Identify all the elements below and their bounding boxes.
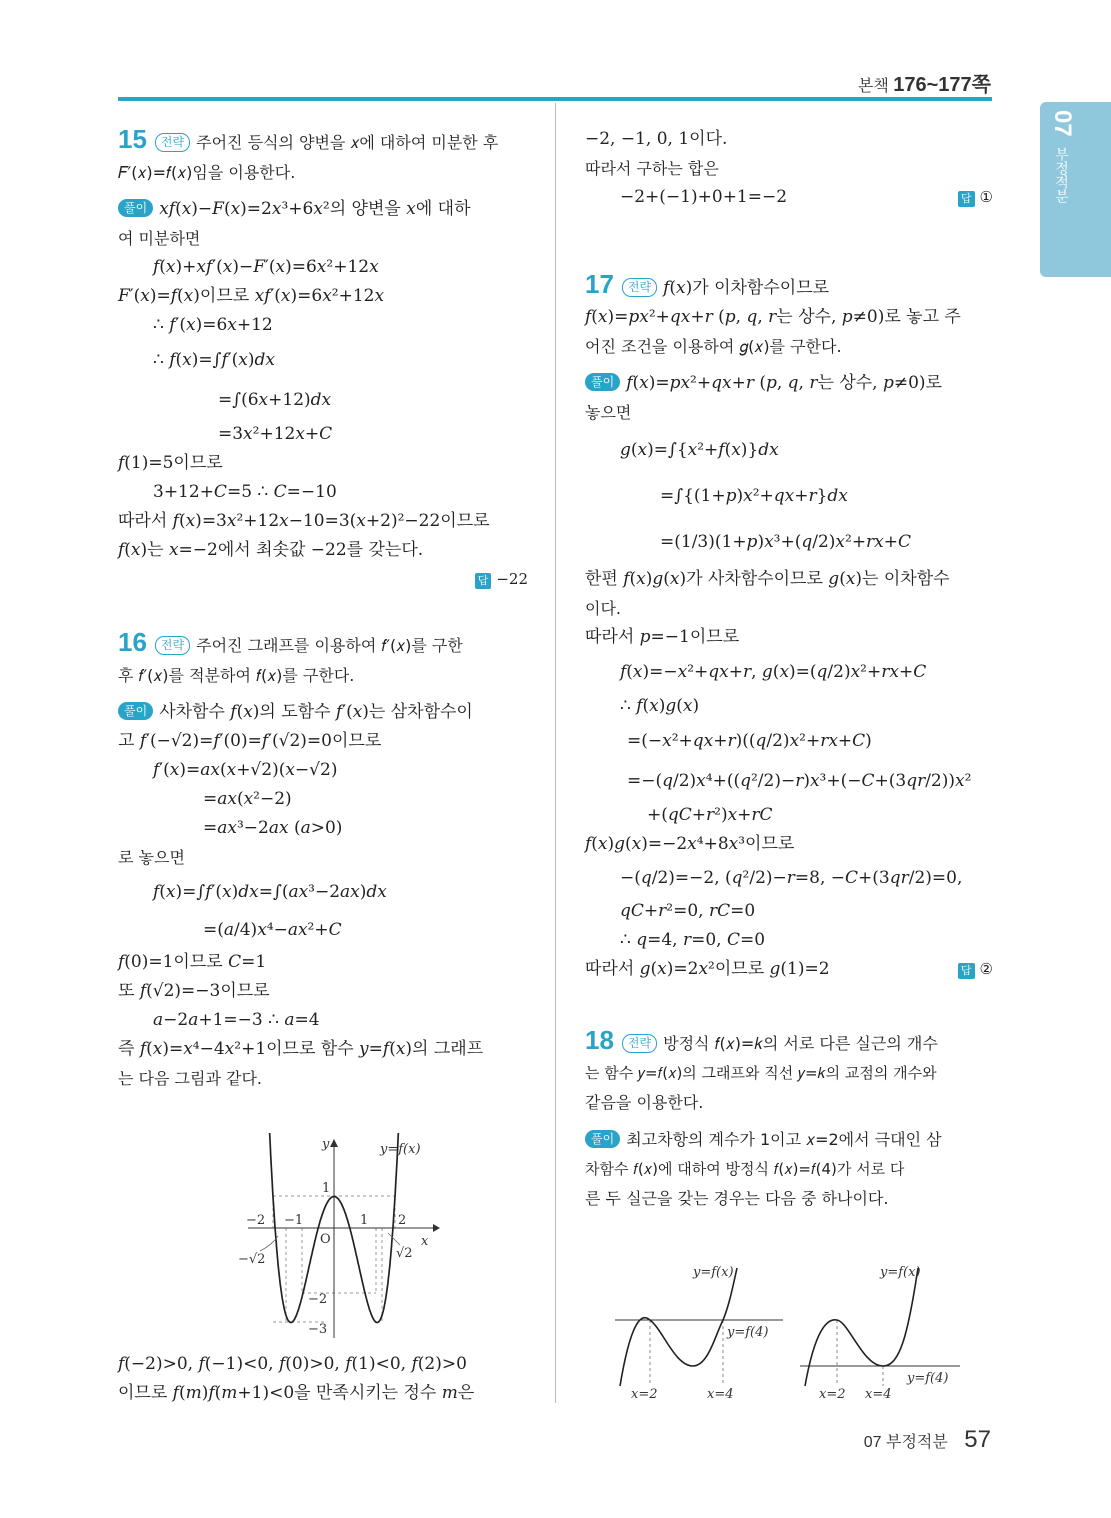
equation-line: ∴ 𝑞=4, 𝑟=0, 𝐶=0 xyxy=(620,930,766,950)
x2-label: x=2 xyxy=(819,1387,846,1402)
line-label: y=f(4) xyxy=(907,1371,949,1386)
y-tick-neg2: −2 xyxy=(308,1292,328,1307)
y-tick-1: 1 xyxy=(322,1181,331,1196)
equation-line: 3+12+𝐶=5 ∴ 𝐶=−10 xyxy=(153,482,337,502)
solution-line: 른 두 실근을 갖는 경우는 다음 중 하나이다. xyxy=(585,1189,889,1208)
page-header xyxy=(858,68,991,97)
y-axis-arrow xyxy=(330,1139,338,1147)
solution-line: −2, −1, 0, 1이다. xyxy=(585,129,728,149)
equation-line: =𝑎𝑥³−2𝑎𝑥 (𝑎>0) xyxy=(203,818,343,838)
solution-line: 따라서 구하는 합은 xyxy=(585,159,719,178)
column-divider xyxy=(555,103,556,1403)
x-tick-neg2: −2 xyxy=(246,1213,266,1228)
solution-badge: 풀이 xyxy=(118,702,153,720)
solution-line: 차함수 𝑓(𝑥)에 대하여 방정식 𝑓(𝑥)=𝑓(4)가 서로 다 xyxy=(585,1160,905,1178)
solution-line: 한편 𝑓(𝑥)𝑔(𝑥)가 사차함수이므로 𝑔(𝑥)는 이차함수 xyxy=(585,569,950,589)
equation-line: 𝑓(𝑥)+𝑥𝑓′(𝑥)−𝐹′(𝑥)=6𝑥²+12𝑥 xyxy=(153,257,379,277)
equation-line: =(1/3)(1+𝑝)𝑥³+(𝑞/2)𝑥²+𝑟𝑥+𝐶 xyxy=(660,532,912,552)
problem-17 xyxy=(585,270,993,984)
strategy-badge: 전략 xyxy=(155,636,190,655)
answer-value: ② xyxy=(979,960,993,978)
left-column xyxy=(118,125,528,1093)
problem-18 xyxy=(585,1026,993,1213)
solution-line: 또 𝑓(√2)=−3이므로 xyxy=(118,981,270,1001)
solution-line xyxy=(585,955,993,984)
cubic-graph-case2 xyxy=(800,1265,960,1402)
equation-line: 𝑔(𝑥)=∫{𝑥²+𝑓(𝑥)}𝑑𝑥 xyxy=(620,440,779,460)
solution-line: 사차함수 𝑓(𝑥)의 도함수 𝑓′(𝑥)는 삼차함수이 xyxy=(159,702,473,722)
solution-line: 𝑥𝑓(𝑥)−𝐹(𝑥)=2𝑥³+6𝑥²의 양변을 𝑥에 대하 xyxy=(159,199,471,219)
strategy-text: 어진 조건을 이용하여 𝑔(𝑥)를 구한다. xyxy=(585,337,842,356)
problem-16-continued xyxy=(585,125,993,212)
curve-label: y=f(x) xyxy=(693,1265,734,1280)
solution-line: 이다. xyxy=(585,599,621,618)
equation-line xyxy=(585,183,993,212)
problem-number: 18 xyxy=(585,1025,614,1055)
page-footer xyxy=(864,1426,991,1454)
strategy-text: 주어진 그래프를 이용하여 𝑓′(𝑥)를 구한 xyxy=(196,636,463,655)
solution-line: 따라서 𝑓(𝑥)=3𝑥²+12𝑥−10=3(𝑥+2)²−22이므로 xyxy=(118,511,490,531)
equation-line: =3𝑥²+12𝑥+𝐶 xyxy=(218,424,333,444)
equation-line: =(−𝑥²+𝑞𝑥+𝑟)((𝑞/2)𝑥²+𝑟𝑥+𝐶) xyxy=(627,731,872,751)
answer xyxy=(118,565,528,594)
strategy-text: 같음을 이용한다. xyxy=(585,1093,704,1112)
answer xyxy=(958,183,993,212)
equation-line: ∴ 𝑓(𝑥)=∫𝑓′(𝑥)𝑑𝑥 xyxy=(153,350,275,370)
equation-line: 𝑎−2𝑎+1=−3 ∴ 𝑎=4 xyxy=(153,1010,320,1030)
equation-line: =∫(6𝑥+12)𝑑𝑥 xyxy=(218,390,332,410)
curve-label: y=f(x) xyxy=(880,1265,921,1280)
x4-label: x=4 xyxy=(865,1387,892,1402)
equation-line: 𝑓′(𝑥)=𝑎𝑥(𝑥+√2)(𝑥−√2) xyxy=(153,760,338,780)
answer xyxy=(958,955,993,984)
strategy-badge: 전략 xyxy=(622,278,657,297)
problem-number: 15 xyxy=(118,124,147,154)
cubic-graphs xyxy=(605,1258,975,1408)
problem-16-tail xyxy=(118,1350,528,1408)
right-column xyxy=(585,125,993,1213)
cubic-curve-2 xyxy=(805,1268,918,1386)
problem-15 xyxy=(118,125,528,594)
x-axis-label: x xyxy=(421,1234,429,1249)
answer-label: 답 xyxy=(958,963,975,979)
x4-label: x=4 xyxy=(707,1387,734,1402)
conclusion: 따라서 𝑔(𝑥)=2𝑥²이므로 𝑔(1)=2 xyxy=(585,959,830,979)
equation-line: 𝑓(𝑥)=−𝑥²+𝑞𝑥+𝑟, 𝑔(𝑥)=(𝑞/2)𝑥²+𝑟𝑥+𝐶 xyxy=(620,662,927,682)
strategy-text: 주어진 등식의 양변을 𝑥에 대하여 미분한 후 xyxy=(196,133,499,152)
answer-value: ① xyxy=(979,188,993,206)
cubic-graph-case1 xyxy=(615,1265,783,1402)
footer-section: 07 부정적분 xyxy=(863,1434,948,1451)
problem-number: 16 xyxy=(118,627,147,657)
solution-line: 𝑓(𝑥)는 𝑥=−2에서 최솟값 −22를 갖는다. xyxy=(118,540,424,560)
solution-line: 여 미분하면 xyxy=(118,229,201,248)
answer-value: −22 xyxy=(496,570,528,588)
x2-label: x=2 xyxy=(631,1387,658,1402)
solution-line: 즉 𝑓(𝑥)=𝑥⁴−4𝑥²+1이므로 함수 𝑦=𝑓(𝑥)의 그래프 xyxy=(118,1039,484,1059)
solution-line: 는 다음 그림과 같다. xyxy=(118,1069,262,1088)
origin-label: O xyxy=(320,1232,331,1247)
x-tick-root2: √2 xyxy=(396,1246,413,1261)
strategy-text: 는 함수 𝑦=𝑓(𝑥)의 그래프와 직선 𝑦=𝑘의 교점의 개수와 xyxy=(585,1064,937,1082)
header-label: 본책 xyxy=(857,78,889,95)
equation-line: 𝑞𝐶+𝑟²=0, 𝑟𝐶=0 xyxy=(620,901,756,921)
solution-line: 고 𝑓′(−√2)=𝑓′(0)=𝑓′(√2)=0이므로 xyxy=(118,731,382,751)
line-label: y=f(4) xyxy=(727,1325,769,1340)
problem-16 xyxy=(118,628,528,1093)
solution-badge: 풀이 xyxy=(585,1130,620,1148)
quartic-graph xyxy=(228,1133,448,1343)
equation-line: ∴ 𝑓(𝑥)𝑔(𝑥) xyxy=(620,696,700,716)
x-tick-1: 1 xyxy=(360,1213,369,1228)
chapter-number: 07 xyxy=(1049,110,1076,137)
solution-line: 따라서 𝑝=−1이므로 xyxy=(585,627,740,647)
equation-line: =𝑎𝑥(𝑥²−2) xyxy=(203,789,292,809)
equation-line: +(𝑞𝐶+𝑟²)𝑥+𝑟𝐶 xyxy=(647,805,773,825)
solution-line: 𝑓(0)=1이므로 𝐶=1 xyxy=(118,952,267,972)
strategy-text: 방정식 𝑓(𝑥)=𝑘의 서로 다른 실근의 개수 xyxy=(663,1034,938,1053)
equation-line: =(𝑎/4)𝑥⁴−𝑎𝑥²+𝐶 xyxy=(203,920,342,940)
equation-line: =∫{(1+𝑝)𝑥²+𝑞𝑥+𝑟}𝑑𝑥 xyxy=(660,486,848,506)
equation-line: ∴ 𝑓′(𝑥)=6𝑥+12 xyxy=(153,315,273,335)
equation-line: =−(𝑞/2)𝑥⁴+((𝑞²/2)−𝑟)𝑥³+(−𝐶+(3𝑞𝑟/2))𝑥² xyxy=(627,771,972,791)
solution-badge: 풀이 xyxy=(585,373,620,391)
chapter-tab xyxy=(1040,102,1111,277)
chapter-title: 부정적분 xyxy=(1054,147,1070,204)
answer-label: 답 xyxy=(475,573,492,589)
x-tick-neg1: −1 xyxy=(284,1213,304,1228)
solution-line: 이므로 𝑓(𝑚)𝑓(𝑚+1)<0을 만족시키는 정수 𝑚은 xyxy=(118,1383,475,1403)
solution-line: 놓으면 xyxy=(585,403,632,422)
equation-line: 𝑓(𝑥)=∫𝑓′(𝑥)𝑑𝑥=∫(𝑎𝑥³−2𝑎𝑥)𝑑𝑥 xyxy=(153,882,387,902)
strategy-text: 𝐹′(𝑥)=𝑓(𝑥)임을 이용한다. xyxy=(118,163,296,182)
page-number: 57 xyxy=(964,1426,991,1453)
problem-number: 17 xyxy=(585,269,614,299)
solution-line: 𝑓(1)=5이므로 xyxy=(118,453,223,473)
y-axis-label: y xyxy=(322,1137,330,1152)
equation-line: 𝐹′(𝑥)=𝑓(𝑥)이므로 𝑥𝑓′(𝑥)=6𝑥²+12𝑥 xyxy=(118,286,385,306)
solution-badge: 풀이 xyxy=(118,199,153,217)
strategy-badge: 전략 xyxy=(155,133,190,152)
curve-label: y=f(x) xyxy=(380,1142,421,1157)
cubic-curve-1 xyxy=(620,1268,737,1386)
strategy-text: 𝑓(𝑥)=𝑝𝑥²+𝑞𝑥+𝑟 (𝑝, 𝑞, 𝑟는 상수, 𝑝≠0)로 놓고 주 xyxy=(585,307,961,327)
strategy-text: 𝑓(𝑥)가 이차함수이므로 xyxy=(663,278,830,298)
solution-line: 𝑓(−2)>0, 𝑓(−1)<0, 𝑓(0)>0, 𝑓(1)<0, 𝑓(2)>0 xyxy=(118,1354,467,1374)
strategy-text: 후 𝑓′(𝑥)를 적분하여 𝑓(𝑥)를 구한다. xyxy=(118,666,355,685)
x-tick-2: 2 xyxy=(398,1213,407,1228)
x-tick-neg-root2: −√2 xyxy=(238,1252,266,1267)
y-tick-neg3: −3 xyxy=(308,1322,328,1337)
pointer-root2 xyxy=(388,1233,400,1245)
header-pages: 176~177쪽 xyxy=(893,74,991,96)
solution-line: 𝑓(𝑥)=𝑝𝑥²+𝑞𝑥+𝑟 (𝑝, 𝑞, 𝑟는 상수, 𝑝≠0)로 xyxy=(626,373,942,393)
solution-line: 𝑓(𝑥)𝑔(𝑥)=−2𝑥⁴+8𝑥³이므로 xyxy=(585,834,795,854)
solution-line: 로 놓으면 xyxy=(118,848,185,867)
equation-line: −(𝑞/2)=−2, (𝑞²/2)−𝑟=8, −𝐶+(3𝑞𝑟/2)=0, xyxy=(620,868,963,888)
x-axis-arrow xyxy=(433,1224,440,1232)
answer-label: 답 xyxy=(958,191,975,207)
top-rule xyxy=(118,97,992,101)
sum-equation: −2+(−1)+0+1=−2 xyxy=(620,187,788,207)
solution-line: 최고차항의 계수가 1이고 𝑥=2에서 극대인 삼 xyxy=(626,1130,942,1149)
strategy-badge: 전략 xyxy=(622,1034,657,1053)
